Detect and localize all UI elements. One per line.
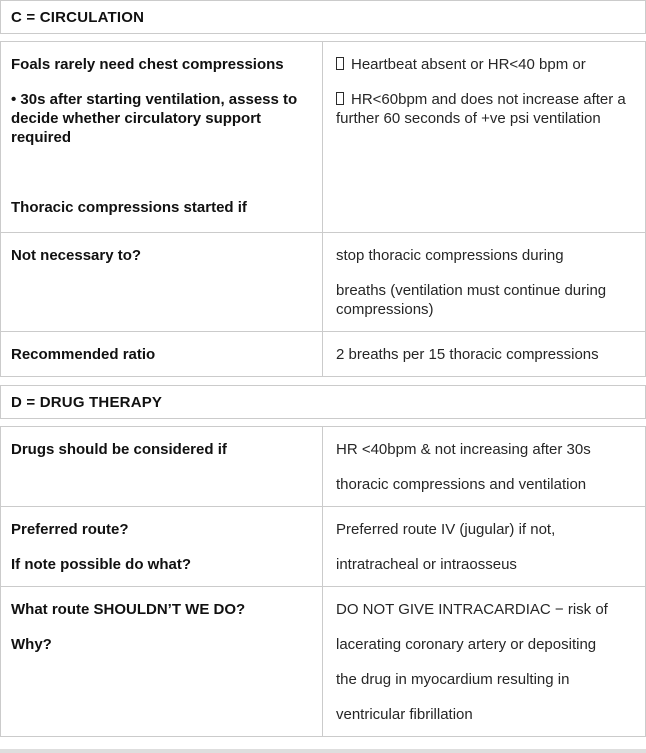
text-line: Drugs should be considered if	[11, 441, 227, 458]
question-text	[11, 246, 310, 265]
answer-cell	[323, 332, 645, 376]
answer-text	[336, 670, 633, 689]
answer-cell	[323, 42, 645, 232]
text-line: DO NOT GIVE INTRACARDIAC − risk of	[336, 601, 608, 618]
text-line: breaths (ventilation must continue during	[336, 282, 607, 299]
answer-text	[336, 90, 633, 128]
answer-text	[336, 705, 633, 724]
text-line: What route SHOULDN’T WE DO?	[11, 601, 246, 618]
answer-text	[336, 520, 633, 539]
text-line: lacerating coronary artery or depositing	[336, 636, 597, 653]
section-header	[0, 385, 646, 419]
answer-text	[336, 246, 633, 265]
question-text	[11, 90, 310, 147]
text-line: further 60 seconds of +ve psi ventilation	[336, 110, 601, 127]
text-line: If note possible do what?	[11, 556, 191, 573]
answer-text	[336, 600, 633, 619]
table-row	[1, 332, 645, 376]
question-cell	[1, 587, 323, 736]
notes-table	[0, 41, 646, 377]
table-row	[1, 42, 645, 233]
answer-cell	[323, 587, 645, 736]
answer-text	[336, 281, 633, 319]
question-cell	[1, 507, 323, 586]
question-text	[11, 555, 310, 574]
section-header-label: D = DRUG THERAPY	[11, 394, 163, 411]
question-cell	[1, 233, 323, 331]
text-line: intratracheal or intraosseus	[336, 556, 517, 573]
table-row	[1, 587, 645, 736]
question-text	[11, 600, 310, 619]
answer-text	[336, 55, 633, 74]
text-line: Preferred route IV (jugular) if not,	[336, 521, 556, 538]
section-header-label: C = CIRCULATION	[11, 9, 145, 26]
text-line: stop thoracic compressions during	[336, 247, 564, 264]
text-line: • 30s after starting ventilation, assess to	[11, 91, 298, 108]
answer-cell	[323, 427, 645, 506]
text-line: 2 breaths per 15 thoracic compressions	[336, 346, 599, 363]
question-text	[11, 635, 310, 654]
answer-text	[336, 555, 633, 574]
text-line: the drug in myocardium resulting in	[336, 671, 570, 688]
text-line: Foals rarely need chest compressions	[11, 56, 284, 73]
table-row	[1, 507, 645, 587]
text-line: Thoracic compressions started if	[11, 199, 247, 216]
text-line: Heartbeat absent or HR<40 bpm or	[351, 56, 586, 73]
checkbox-icon	[336, 92, 344, 105]
text-line: Why?	[11, 636, 52, 653]
text-line: thoracic compressions and ventilation	[336, 476, 587, 493]
answer-cell	[323, 233, 645, 331]
text-line: compressions)	[336, 301, 434, 318]
answer-text	[336, 345, 633, 364]
answer-text	[336, 475, 633, 494]
text-line: HR <40bpm & not increasing after 30s	[336, 441, 591, 458]
paragraph-spacer	[11, 163, 310, 182]
question-cell	[1, 42, 323, 232]
question-cell	[1, 332, 323, 376]
section-header	[0, 0, 646, 34]
question-text	[11, 198, 310, 217]
bottom-strip	[0, 749, 646, 753]
text-line: Not necessary to?	[11, 247, 142, 264]
table-row	[1, 233, 645, 332]
notes-table	[0, 426, 646, 737]
question-text	[11, 440, 310, 459]
table-row	[1, 427, 645, 507]
text-line: decide whether circulatory support	[11, 110, 262, 127]
text-line: ventricular fibrillation	[336, 706, 473, 723]
question-text	[11, 520, 310, 539]
answer-text	[336, 635, 633, 654]
answer-text	[336, 440, 633, 459]
text-line: Preferred route?	[11, 521, 129, 538]
checkbox-icon	[336, 57, 344, 70]
question-text	[11, 345, 310, 364]
answer-cell	[323, 507, 645, 586]
text-line: required	[11, 129, 72, 146]
text-line: Recommended ratio	[11, 346, 156, 363]
question-cell	[1, 427, 323, 506]
question-text	[11, 55, 310, 74]
text-line: HR<60bpm and does not increase after a	[351, 91, 626, 108]
